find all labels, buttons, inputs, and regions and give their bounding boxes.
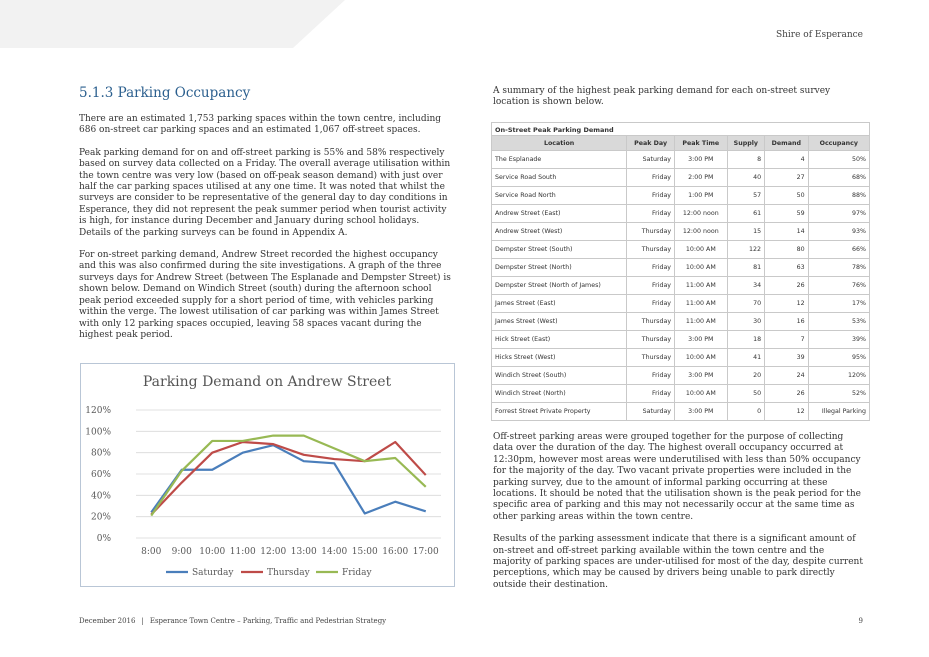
table-row <box>492 385 870 403</box>
table-cell: 10:00 AM <box>675 259 728 277</box>
table-header-row <box>492 136 870 151</box>
table-cell: 3:00 PM <box>675 151 728 169</box>
table-cell: 0 <box>727 403 765 421</box>
table-cell: 34 <box>727 277 765 295</box>
table-cell: 41 <box>727 349 765 367</box>
column-header: Supply <box>727 136 765 151</box>
y-tick-label: 0% <box>96 534 111 544</box>
table-cell: Illegal Parking <box>808 403 869 421</box>
table-cell: 68% <box>808 169 869 187</box>
table-row <box>492 169 870 187</box>
table-cell: 40 <box>727 169 765 187</box>
y-tick-label: 120% <box>85 406 111 416</box>
table-row <box>492 277 870 295</box>
legend-label: Thursday <box>267 568 310 578</box>
x-tick-label: 9:00 <box>171 547 192 557</box>
legend-label: Saturday <box>192 568 234 578</box>
table-cell: Friday <box>627 187 675 205</box>
table-cell: 12:00 noon <box>675 223 728 241</box>
x-tick-label: 12:00 <box>260 547 287 557</box>
table-cell: 3:00 PM <box>675 403 728 421</box>
table-cell: Windich Street (South) <box>492 367 627 385</box>
table-cell: Forrest Street Private Property <box>492 403 627 421</box>
table-cell: 50 <box>727 385 765 403</box>
table-cell: 11:00 AM <box>675 295 728 313</box>
table-cell: 80 <box>765 241 809 259</box>
x-tick-label: 17:00 <box>412 547 439 557</box>
y-tick-label: 40% <box>90 491 111 502</box>
table-cell: 76% <box>808 277 869 295</box>
x-tick-label: 13:00 <box>290 547 317 557</box>
table-cell: 11:00 AM <box>675 313 728 331</box>
peak-parking-table <box>491 122 870 421</box>
y-tick-label: 80% <box>90 448 111 459</box>
table-caption: On-Street Peak Parking Demand <box>492 123 870 136</box>
column-header: Peak Day <box>627 136 675 151</box>
table-cell: 70 <box>727 295 765 313</box>
header-organisation: Shire of Esperance <box>775 30 863 40</box>
chart-svg <box>81 364 454 586</box>
table-cell: Friday <box>627 385 675 403</box>
table-cell: Andrew Street (East) <box>492 205 627 223</box>
left-column-text <box>79 114 451 352</box>
table-cell: 11:00 AM <box>675 277 728 295</box>
table-cell: 3:00 PM <box>675 367 728 385</box>
table-cell: 12 <box>765 403 809 421</box>
table-cell: 50 <box>765 187 809 205</box>
table-cell: Service Road North <box>492 187 627 205</box>
table-cell: Friday <box>627 277 675 295</box>
table-cell: 24 <box>765 367 809 385</box>
table-cell: James Street (East) <box>492 295 627 313</box>
table-body <box>492 151 870 421</box>
table-row <box>492 367 870 385</box>
footer-separator: | <box>141 617 144 625</box>
table-cell: 7 <box>765 331 809 349</box>
table-cell: 3:00 PM <box>675 331 728 349</box>
x-tick-label: 10:00 <box>199 547 226 557</box>
x-tick-label: 11:00 <box>229 547 256 557</box>
y-tick-label: 60% <box>90 470 111 480</box>
paragraph: There are an estimated 1,753 parking spaces within the town centre, including 686 on-street car parking spaces and an estimated 1,067 off-street spaces. <box>79 114 442 136</box>
table-cell: Andrew Street (West) <box>492 223 627 241</box>
paragraph: Peak parking demand for on and off-street parking is 55% and 58% respectively based on survey data collected on a Friday. The overall average utilisation within the town centre was very low (based on off-peak season demand) with just over half the car parking spaces utilised at any one time. It was noted that whilst the surveys are consider to be representative of the general day to day conditions in Esperance, they did not represent the peak summer period when tourist activity is high, for instance during December and January during school holidays. Details of the parking surveys can be found in Appendix A. <box>79 147 451 238</box>
table-cell: 16 <box>765 313 809 331</box>
table-cell: 57 <box>727 187 765 205</box>
table-row <box>492 403 870 421</box>
table-intro: A summary of the highest peak parking demand for each on-street survey location is shown below. <box>493 86 831 108</box>
parking-demand-chart <box>80 363 455 587</box>
y-tick-label: 20% <box>90 512 111 523</box>
table-cell: 50% <box>808 151 869 169</box>
chart-title: Parking Demand on Andrew Street <box>142 374 392 390</box>
table-row <box>492 205 870 223</box>
page-number: 9 <box>858 617 863 625</box>
table-cell: 52% <box>808 385 869 403</box>
table-cell: 18 <box>727 331 765 349</box>
table-cell: Friday <box>627 205 675 223</box>
table-cell: 2:00 PM <box>675 169 728 187</box>
table-row <box>492 349 870 367</box>
table-cell: 10:00 AM <box>675 241 728 259</box>
table-cell: 10:00 AM <box>675 349 728 367</box>
column-header: Occupancy <box>808 136 869 151</box>
y-tick-label: 100% <box>85 427 111 438</box>
table-cell: Friday <box>627 259 675 277</box>
table-cell: Friday <box>627 367 675 385</box>
table-cell: Hick Street (East) <box>492 331 627 349</box>
table-cell: Windich Street (North) <box>492 385 627 403</box>
table-cell: 27 <box>765 169 809 187</box>
table-cell: 120% <box>808 367 869 385</box>
table-cell: 4 <box>765 151 809 169</box>
table-cell: Saturday <box>627 151 675 169</box>
table-cell: 66% <box>808 241 869 259</box>
table-cell: 10:00 AM <box>675 385 728 403</box>
table-cell: 81 <box>727 259 765 277</box>
column-header: Peak Time <box>675 136 728 151</box>
table-cell: 17% <box>808 295 869 313</box>
table-cell: Dempster Street (North) <box>492 259 627 277</box>
table-cell: Saturday <box>627 403 675 421</box>
table-cell: Thursday <box>627 241 675 259</box>
paragraph: Off-street parking areas were grouped together for the purpose of collecting data over the duration of the day. The highest overall occupancy occurred at 12:30pm, however most areas were underutilised with less than 50% occupancy for the majority of the day. Two vacant private properties were included in the parking survey, due to the amount of informal parking occurring at these locations. It should be noted that the utilisation shown is the peak period for the specific area of parking and this may not necessarily occur at the same time as other parking areas within the town centre. <box>493 432 861 522</box>
table-cell: 88% <box>808 187 869 205</box>
table-cell: Thursday <box>627 313 675 331</box>
paragraph: For on-street parking demand, Andrew Street recorded the highest occupancy and this was also confirmed during the site investigations. A graph of the three surveys days for Andrew Street (between The Esplanade and Dempster Street) is shown below. Demand on Windich Street (south) during the afternoon school peak period exceeded supply for a short period of time, with vehicles parking within the verge. The lowest utilisation of car parking was within James Street with only 12 parking spaces occupied, leaving 58 spaces vacant during the highest peak period. <box>79 250 451 340</box>
footer <box>79 617 386 625</box>
table-cell: 39% <box>808 331 869 349</box>
table-cell: Dempster Street (North of James) <box>492 277 627 295</box>
table-row <box>492 295 870 313</box>
table-cell: Service Road South <box>492 169 627 187</box>
table-row <box>492 187 870 205</box>
table-cell: 26 <box>765 385 809 403</box>
table-cell: 59 <box>765 205 809 223</box>
table-cell: 12 <box>765 295 809 313</box>
table-cell: 26 <box>765 277 809 295</box>
section-title: 5.1.3 Parking Occupancy <box>79 85 251 101</box>
table-cell: 15 <box>727 223 765 241</box>
table-cell: 78% <box>808 259 869 277</box>
column-header: Demand <box>765 136 809 151</box>
table-cell: Friday <box>627 169 675 187</box>
table-cell: Dempster Street (South) <box>492 241 627 259</box>
x-tick-label: 15:00 <box>351 547 378 557</box>
table-row <box>492 151 870 169</box>
table-row <box>492 259 870 277</box>
table-cell: 8 <box>727 151 765 169</box>
table-cell: 14 <box>765 223 809 241</box>
paragraph: Results of the parking assessment indicate that there is a significant amount of on-street and off-street parking available within the town centre and the majority of parking spaces are under-utilised for most of the day, despite current perceptions, which may be caused by drivers being unable to park directly outside their destination. <box>493 534 863 590</box>
table-cell: 61 <box>727 205 765 223</box>
table-row <box>492 313 870 331</box>
table-cell: James Street (West) <box>492 313 627 331</box>
table-cell: 93% <box>808 223 869 241</box>
table-row <box>492 331 870 349</box>
x-tick-label: 14:00 <box>321 547 348 557</box>
table-cell: Friday <box>627 295 675 313</box>
table-cell: Hicks Street (West) <box>492 349 627 367</box>
table-cell: The Esplanade <box>492 151 627 169</box>
header-corner-shape <box>0 0 345 48</box>
table-cell: 95% <box>808 349 869 367</box>
table-cell: 12:00 noon <box>675 205 728 223</box>
table-cell: 122 <box>727 241 765 259</box>
table-cell: 30 <box>727 313 765 331</box>
footer-title: Esperance Town Centre – Parking, Traffic and Pedestrian Strategy <box>149 617 387 625</box>
table-cell: Thursday <box>627 223 675 241</box>
table-cell: Thursday <box>627 331 675 349</box>
table-cell: 63 <box>765 259 809 277</box>
legend-label: Friday <box>342 568 372 578</box>
table-cell: Thursday <box>627 349 675 367</box>
column-header: Location <box>492 136 627 151</box>
footer-date: December 2016 <box>79 617 136 625</box>
x-tick-label: 8:00 <box>141 547 162 557</box>
right-column-text <box>493 432 863 602</box>
series-line-saturday <box>151 445 426 513</box>
table-cell: 39 <box>765 349 809 367</box>
table-cell: 53% <box>808 313 869 331</box>
x-tick-label: 16:00 <box>382 547 409 557</box>
table-cell: 1:00 PM <box>675 187 728 205</box>
table-cell: 97% <box>808 205 869 223</box>
table-row <box>492 241 870 259</box>
table-cell: 20 <box>727 367 765 385</box>
table-row <box>492 223 870 241</box>
